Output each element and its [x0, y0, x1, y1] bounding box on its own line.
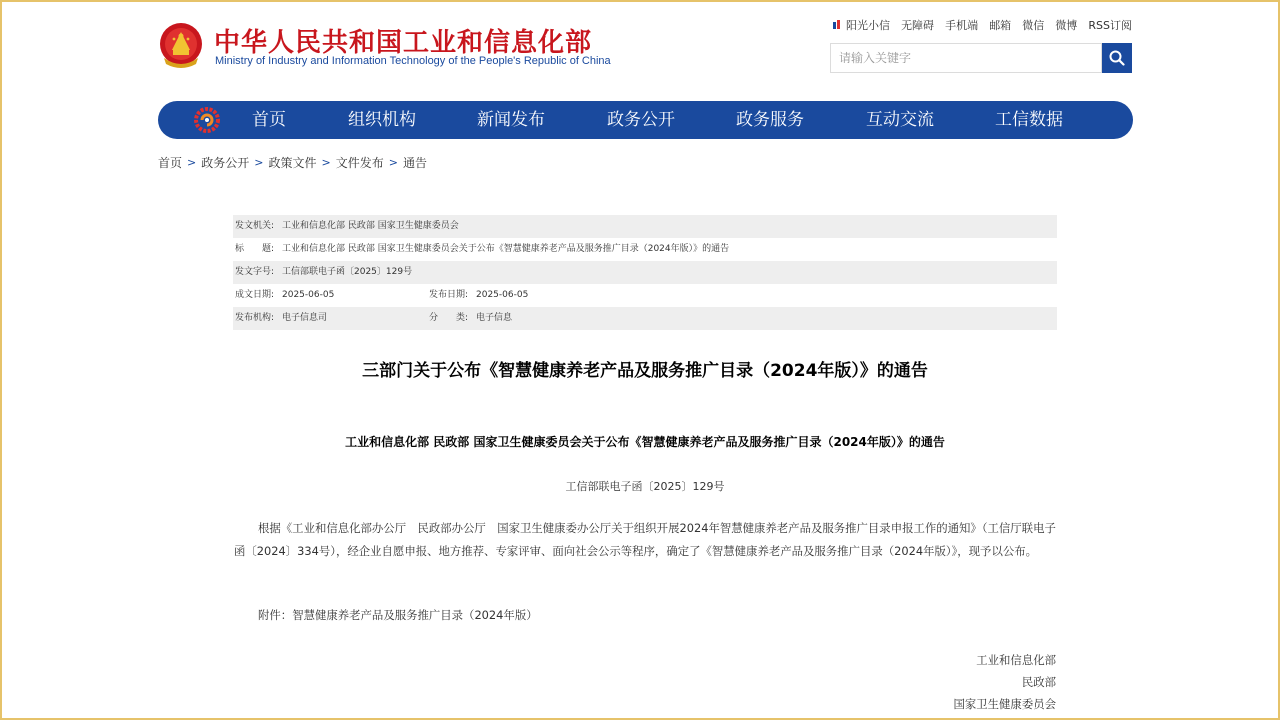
breadcrumb-notice[interactable]: 通告 [402, 156, 427, 170]
meta-label: 发文字号: [235, 267, 275, 277]
top-link-weibo[interactable]: 微博 [1055, 19, 1078, 32]
breadcrumb-separator: > [187, 156, 197, 169]
breadcrumb [158, 154, 427, 171]
site-subtitle: Ministry of Industry and Information Technology of the People's Republic of China [215, 55, 611, 67]
nav-gov-affairs[interactable]: 政务公开 [607, 110, 675, 130]
main-nav [158, 101, 1133, 139]
meta-value: 工信部联电子函〔2025〕129号 [282, 267, 413, 277]
meta-label: 成文日期: [235, 290, 275, 300]
nav-organization[interactable]: 组织机构 [348, 110, 416, 130]
signature-nhc: 国家卫生健康委员会 [953, 697, 1056, 711]
top-link-label: 阳光小信 [846, 19, 890, 32]
attachment-prefix: 附件： [258, 608, 293, 622]
nav-home[interactable]: 首页 [252, 110, 286, 130]
meta-label: 发布机构: [235, 313, 275, 323]
signature-miit: 工业和信息化部 [976, 653, 1056, 667]
search-box [830, 43, 1102, 73]
article-attachment [258, 607, 538, 623]
breadcrumb-home[interactable]: 首页 [158, 156, 183, 170]
top-link-mailbox[interactable]: 邮箱 [989, 19, 1012, 32]
meta-value: 2025-06-05 [476, 290, 529, 300]
breadcrumb-separator: > [388, 156, 398, 169]
top-link-sunshine[interactable] [832, 17, 890, 33]
breadcrumb-policy-docs[interactable]: 政策文件 [268, 156, 317, 170]
miit-logo-icon[interactable] [194, 107, 220, 133]
meta-value: 2025-06-05 [282, 290, 335, 300]
nav-gov-services[interactable]: 政务服务 [736, 110, 804, 130]
article-title: 三部门关于公布《智慧健康养老产品及服务推广目录（2024年版）》的通告 [362, 361, 928, 381]
nav-interaction[interactable]: 互动交流 [866, 110, 934, 130]
signature-mca: 民政部 [1021, 675, 1056, 689]
search-icon [1109, 50, 1125, 66]
site-title[interactable]: 中华人民共和国工业和信息化部 [214, 28, 593, 58]
meta-value: 电子信息司 [282, 313, 328, 323]
top-links [832, 17, 1132, 33]
meta-row-dates [233, 284, 1057, 307]
meta-label: 发文机关: [235, 221, 275, 231]
attachment-link[interactable]: 智慧健康养老产品及服务推广目录（2024年版） [292, 608, 538, 622]
meta-row-issuer [233, 215, 1057, 238]
meta-label: 发布日期: [429, 290, 469, 300]
meta-label: 标 题: [235, 244, 275, 254]
national-emblem-icon [158, 20, 204, 70]
document-meta-table [233, 215, 1057, 330]
article-subtitle: 工业和信息化部 民政部 国家卫生健康委员会关于公布《智慧健康养老产品及服务推广目录（2024年版）》的通告 [345, 435, 945, 449]
meta-value: 工业和信息化部 民政部 国家卫生健康委员会 [282, 221, 459, 231]
nav-data[interactable]: 工信数据 [995, 110, 1063, 130]
meta-label: 分 类: [429, 313, 469, 323]
meta-row-docno [233, 261, 1057, 284]
breadcrumb-separator: > [254, 156, 264, 169]
breadcrumb-separator: > [321, 156, 331, 169]
meta-value: 工业和信息化部 民政部 国家卫生健康委员会关于公布《智慧健康养老产品及服务推广目录（2024年版）》的通告 [282, 244, 730, 254]
search-button[interactable] [1102, 43, 1132, 73]
breadcrumb-doc-release[interactable]: 文件发布 [335, 156, 384, 170]
top-link-mobile[interactable]: 手机端 [945, 19, 979, 32]
top-link-wechat[interactable]: 微信 [1022, 19, 1045, 32]
top-link-rss[interactable]: RSS订阅 [1088, 19, 1132, 32]
sunshine-icon [832, 20, 842, 30]
breadcrumb-gov-affairs[interactable]: 政务公开 [201, 156, 250, 170]
top-link-accessibility[interactable]: 无障碍 [901, 19, 935, 32]
search-input[interactable] [831, 44, 1101, 72]
nav-news[interactable]: 新闻发布 [477, 110, 545, 130]
meta-row-title [233, 238, 1057, 261]
meta-value: 电子信息 [476, 313, 513, 323]
meta-row-org [233, 307, 1057, 330]
article-doc-number: 工信部联电子函〔2025〕129号 [565, 480, 725, 493]
article-body: 根据《工业和信息化部办公厅 民政部办公厅 国家卫生健康委办公厅关于组织开展2024年智慧健康养老产品及服务推广目录申报工作的通知》（工信厅联电子函〔2024〕334号），经企业自愿申报、地方推荐、专家评审、面向社会公示等程序，确定了《智慧健康养老产品及服务推广目录（2024年版）》，现予以公布。 [234, 521, 1056, 558]
